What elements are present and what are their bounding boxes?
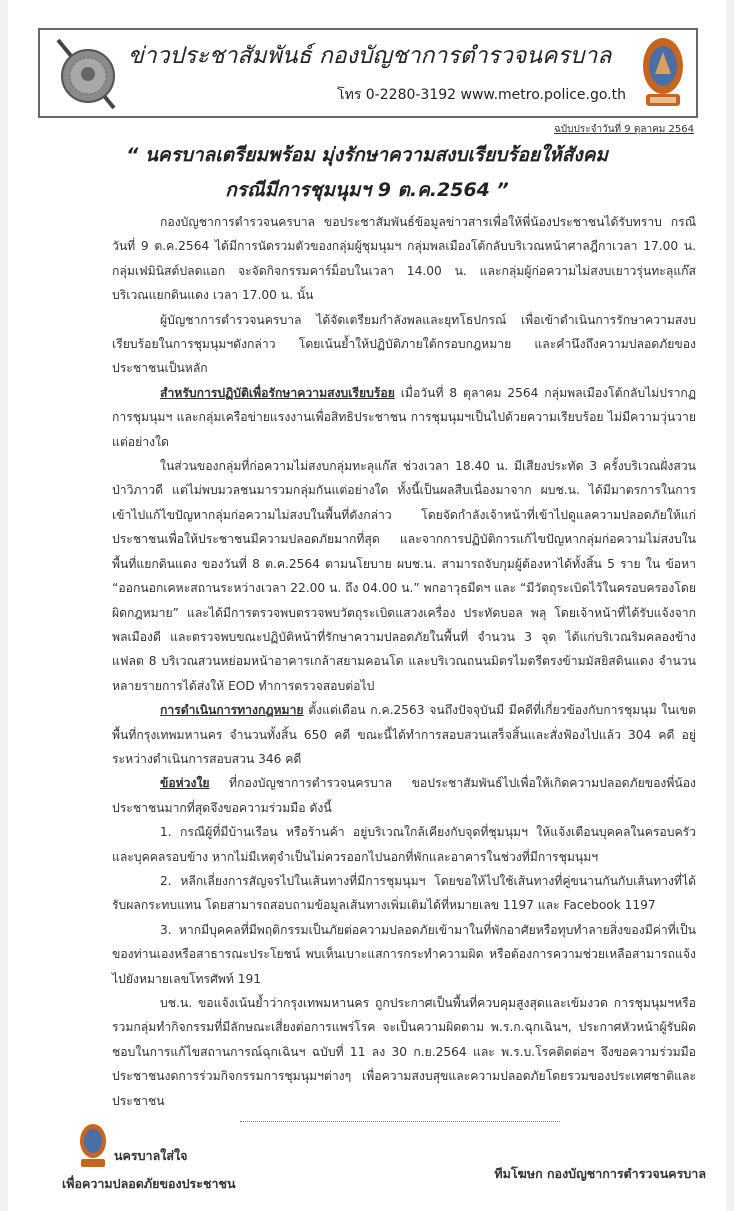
dotted-divider xyxy=(240,1121,560,1122)
section-heading-concerns: ข้อห่วงใย xyxy=(160,776,210,791)
headline-line-1: “ นครบาลเตรียมพร้อม มุ่งรักษาความสงบเรียบร้อยให้สังคม xyxy=(126,144,608,166)
paragraph-intro: กองบัญชาการตำรวจนครบาล ขอประชาสัมพันธ์ข้อมูลข่าวสารเพื่อให้พี่น้องประชาชนได้รับทราบ กรณีวันที่ 9 ต.ค.2564 ได้มีการนัดรวมตัวของกลุ่มผู้ชุมนุมฯ กลุ่มพลเมืองโต้กลับบริเวณหน้าศาลฎีกาเวลา 17.00 น. กลุ่มเฟมินิสต์ปลดแอก จะจัดกิจกรรมคาร์ม็อบในเวลา 14.00 น. และกลุ่มผู้ก่อความไม่สงบเยาวรุ่นทะลุแก๊ส บริเวณแยกดินแดง เวลา 17.00 น. นั้น xyxy=(112,215,696,303)
footer-slogan-line-1: นครบาลใส่ใจ xyxy=(114,1148,188,1164)
list-item: 1. กรณีผู้ที่มีบ้านเรือน หรือร้านค้า อยู่บริเวณใกล้เคียงกับจุดที่ชุมนุมฯ ให้แจ้งเตือนบุคคลในครอบครัว และบุคคลรอบข้าง หากไม่มีเหตุจำเป็นไม่ควรออกไปนอกที่พักและอาคารในช่วงที่มีการชุมนุมฯ xyxy=(112,825,696,864)
letterhead-contact: โทร 0-2280-3192 www.metro.police.go.th xyxy=(337,87,626,103)
press-release-body xyxy=(112,210,696,1113)
press-release-page xyxy=(8,0,726,1211)
paragraph-concerns: ข้อห่วงใย ที่กองบัญชาการตำรวจนครบาล ขอประชาสัมพันธ์ไปเพื่อให้เกิดความปลอดภัยของพี่น้องประชาชนมากที่สุดจึงขอความร่วมมือ ดังนี้ xyxy=(112,776,696,815)
issue-date: ฉบับประจำวันที่ 9 ตุลาคม 2564 xyxy=(554,124,694,135)
footer xyxy=(8,1119,726,1211)
letterhead-title: ข่าวประชาสัมพันธ์ กองบัญชาการตำรวจนครบาล xyxy=(128,43,612,69)
paragraph-legal: การดำเนินการทางกฎหมาย ตั้งแต่เดือน ก.ค.2563 จนถึงปัจจุบันมี มีคดีที่เกี่ยวข้องกับการชุมนุม ในเขตพื้นที่กรุงเทพมหานคร จำนวนทั้งสิ้น 650 คดี ขณะนี้ได้ทำการสอบสวนเสร็จสิ้นและสั่งฟ้องไปแล้ว 304 คดี อยู่ระหว่างดำเนินการสอบสวน 346 คดี xyxy=(112,703,696,766)
metro-police-emblem-icon xyxy=(78,1123,108,1169)
paragraph-incidents: ในส่วนของกลุ่มที่ก่อความไม่สงบกลุ่มทะลุแก๊ส ช่วงเวลา 18.40 น. มีเสียงประทัด 3 ครั้งบริเวณฝั่งสวนป่าวิภาวดี แต่ไม่พบมวลชนมารวมกลุ่มกันแต่อย่างใด ทั้งนี้เป็นผลสืบเนื่องมาจาก ผบช.น. ได้มีมาตรการในการเข้าไปแก้ไขปัญหากลุ่มก่อความไม่สงบในพื้นที่ดังกล่าว โดยจัดกำลังเจ้าหน้าที่เข้าไปดูแลความปลอดภัยให้แก่ประชาชนเพื่อให้ประชาชนมีความปลอดภัยมากที่สุด และจากการปฏิบัติการแก้ไขปัญหากลุ่มก่อความไม่สงบในพื้นที่แยกดินแดง ของวันที่ 8 ต.ค.2564 ตามนโยบาย ผบช.น. สามารถจับกุมผู้ต้องหาได้ทั้งสิ้น 5 ราย ใน ข้อหา “ออกนอกเคหะสถานระหว่างเวลา 22.00 น. ถึง 04.00 น.” พกอาวุธมีดฯ และ “มีวัตถุระเบิดไว้ในครอบครองโดยผิดกฎหมาย” และได้มีการตรวจพบตรวจพบวัตถุระเบิดแสวงเครื่อง ประทัดบอล พลุ โดยเจ้าหน้าที่ได้รับแจ้งจากพลเมืองดี และตรวจพบขณะปฏิบัติหน้าที่รักษาความปลอดภัยในพื้นที่ จำนวน 3 จุด ได้แก่บริเวณริมคลองข้างแฟลต 8 บริเวณสวนหย่อมหน้าอาคารเกล้าสยามคอนโด และบริเวณถนนมิตรไมตรีตรงข้ามมัสยิสดินแดง จำนวนหลายรายการได้ส่งให้ EOD ทำการตรวจสอบต่อไป xyxy=(112,459,696,693)
paragraph-operations: สำหรับการปฏิบัติเพื่อรักษาความสงบเรียบร้อย เมื่อวันที่ 8 ตุลาคม 2564 กลุ่มพลเมืองโต้กลับไม่ปรากฏการชุมนุมฯ และกลุ่มเครือข่ายแรงงานเพื่อสิทธิประชาชน การชุมนุมฯเป็นไปด้วยความเรียบร้อย ไม่มีความวุ่นวายแต่อย่างใด xyxy=(112,385,696,449)
footer-signature: ทีมโฆษก กองบัญชาการตำรวจนครบาล xyxy=(494,1166,706,1182)
list-item: 2. หลีกเลี่ยงการสัญจรไปในเส้นทางที่มีการชุมนุมฯ โดยขอให้ไปใช้เส้นทางที่คู่ขนานกันกับเส้นทางที่ได้รับผลกระทบแทน โดยสามารถสอบถามข้อมูลเส้นทางเพิ่มเติมได้ที่หมายเลข 1197 และ Facebook 1197 xyxy=(112,873,696,913)
paragraph-warning: บช.น. ขอแจ้งเน้นย้ำว่ากรุงเทพมหานคร ถูกประกาศเป็นพื้นที่ควบคุมสูงสุดและเข้มงวด การชุมนุมฯหรือรวมกลุ่มทำกิจกรรมที่มีลักษณะเสี่ยงต่อการแพร่โรค จะเป็นความผิดตาม พ.ร.ก.ฉุกเฉินฯ, ประกาศหัวหน้าผู้รับผิดชอบในการแก้ไขสถานการณ์ฉุกเฉินฯ ฉบับที่ 11 ลง 30 ก.ย.2564 และ พ.ร.บ.โรคติดต่อฯ จึงขอความร่วมมือประชาชนงดการร่วมกิจกรรมการชุมนุมฯต่างๆ เพื่อความสงบสุขและความปลอดภัยโดยรวมของประเทศชาติและประชาชน xyxy=(112,996,696,1108)
section-heading-operations: สำหรับการปฏิบัติเพื่อรักษาความสงบเรียบร้อย xyxy=(160,385,395,400)
paragraph-preparation: ผู้บัญชาการตำรวจนครบาล ได้จัดเตรียมกำลังพลและยุทโธปกรณ์ เพื่อเข้าดำเนินการรักษาความสงบเรียบร้อยในการชุมนุมฯดังกล่าว โดยเน้นย้ำให้ปฏิบัติภายใต้กรอบกฎหมาย และคำนึงถึงความปลอดภัยของประชาชนเป็นหลัก xyxy=(112,312,696,376)
list-item: 3. หากมีบุคคลที่มีพฤติกรรมเป็นภัยต่อความปลอดภัยเข้ามาในที่พักอาศัยหรือทุบทำลายสิ่งของมีค่าที่เป็นของท่านเองหรือสาธารณะประโยชน์ พบเห็นเบาะแสการกระทำความผิด หรือต้องการความช่วยเหลือสามารถแจ้งไปยังหมายเลขโทรศัพท์ 191 xyxy=(112,922,696,986)
content-flow xyxy=(8,0,726,1211)
footer-slogan-line-2: เพื่อความปลอดภัยของประชาชน xyxy=(62,1176,236,1192)
section-heading-legal: การดำเนินการทางกฎหมาย xyxy=(160,703,304,718)
headline-line-2: กรณีมีการชุมนุมฯ 9 ต.ค.2564 ” xyxy=(225,179,509,201)
